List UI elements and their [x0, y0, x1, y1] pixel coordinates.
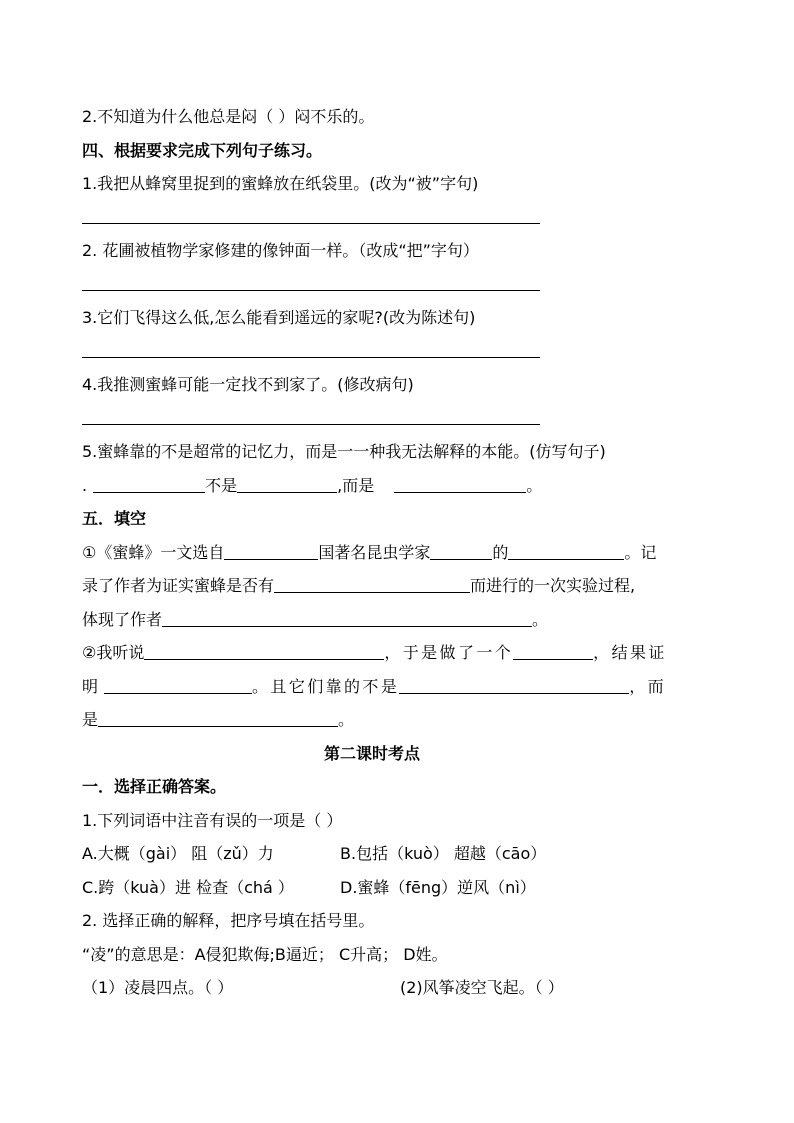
fill-blank[interactable]	[237, 474, 337, 493]
text-segment: ，于是做了一个	[384, 643, 514, 662]
answer-line[interactable]	[82, 268, 722, 302]
text-segment: 。	[526, 475, 543, 495]
fill-paragraph-line	[82, 670, 722, 704]
text-segment: 是	[82, 710, 99, 729]
text-segment: .	[82, 475, 88, 495]
fill-blank[interactable]	[513, 641, 593, 660]
fill-blank[interactable]	[394, 474, 526, 493]
text-segment: ，结果证	[593, 643, 667, 662]
question-item: 5.蜜蜂靠的不是超常的记忆力，而是一一种我无法解释的本能。(仿写句子)	[82, 442, 606, 461]
fill-blank[interactable]	[430, 541, 492, 560]
fill-paragraph-line	[82, 603, 722, 637]
text-segment: 的	[492, 542, 509, 562]
definition-line: “凌”的意思是：A侵犯欺侮;B逼近； C升高； D姓。	[82, 944, 448, 964]
sub-questions-row	[82, 971, 722, 1005]
question-item: 4.我推测蜜蜂可能一定找不到家了。(修改病句)	[82, 375, 414, 394]
options-row	[82, 837, 722, 871]
fill-blank[interactable]	[508, 541, 624, 560]
text-segment: 国著名昆虫学家	[318, 542, 431, 562]
text-segment: ,而是	[337, 475, 375, 495]
option-b[interactable]: B.包括（kuò） 超越（cāo）	[340, 844, 547, 863]
question-item: 3.它们飞得这么低,怎么能看到遥远的家呢?(改为陈述句)	[82, 308, 476, 327]
fill-blank[interactable]	[93, 474, 205, 493]
question-item: 1.我把从蜂窝里捉到的蜜蜂放在纸袋里。(改为“被”字句)	[82, 174, 479, 193]
worksheet-page	[82, 100, 722, 1005]
fill-paragraph-line	[82, 636, 722, 670]
fill-paragraph-line	[82, 569, 722, 603]
section-heading: 四、根据要求完成下列句子练习。	[82, 140, 323, 160]
answer-line[interactable]	[82, 402, 722, 436]
section-heading: 五．填空	[82, 509, 147, 528]
question-item: 1.下列词语中注音有误的一项是（ ）	[82, 810, 343, 830]
question-item: 2.不知道为什么他总是闷（ ）闷不乐的。	[82, 107, 375, 126]
lesson-title: 第二课时考点	[323, 743, 420, 763]
text-segment: ①《蜜蜂》一文选自	[82, 542, 225, 562]
imitation-sentence	[82, 469, 722, 503]
section-heading: 一．选择正确答案。	[82, 777, 227, 796]
answer-line[interactable]	[82, 335, 722, 369]
sub-question: （1）凌晨四点。（ ）	[82, 978, 234, 997]
fill-blank[interactable]	[104, 675, 252, 694]
fill-paragraph-line	[82, 703, 722, 737]
text-segment: ②我听说	[82, 643, 145, 662]
text-segment: 。且它们靠的不是	[252, 676, 400, 696]
text-segment: 。记	[624, 542, 657, 562]
text-segment: 明	[82, 676, 99, 696]
text-segment: 不是	[205, 475, 238, 495]
fill-paragraph-line	[82, 536, 722, 570]
text-segment: 而进行的一次实验过程,	[470, 576, 636, 595]
option-d[interactable]: D.蜜蜂（fēng）逆风（nì）	[340, 877, 536, 897]
fill-blank[interactable]	[98, 708, 338, 727]
option-c[interactable]: C.跨（kuà）进 检查（chá ）	[82, 877, 294, 897]
question-item: 2. 花圃被植物学家修建的像钟面一样。（改成“把”字句）	[82, 241, 479, 260]
option-a[interactable]: A.大概（gài） 阻（zǔ）力	[82, 844, 274, 863]
fill-blank[interactable]	[162, 608, 532, 627]
options-row	[82, 871, 722, 905]
sub-question: (2)风筝凌空飞起。（ ）	[400, 978, 564, 997]
fill-blank[interactable]	[274, 574, 470, 593]
text-segment: 。	[338, 710, 355, 729]
fill-blank[interactable]	[224, 541, 318, 560]
fill-blank[interactable]	[144, 641, 384, 660]
text-segment: 。	[532, 609, 549, 629]
text-segment: ，而	[629, 676, 667, 696]
answer-line[interactable]	[82, 201, 722, 235]
text-segment: 体现了作者	[82, 609, 163, 629]
text-segment: 录了作者为证实蜜蜂是否有	[82, 576, 275, 595]
fill-blank[interactable]	[399, 675, 629, 694]
question-item: 2. 选择正确的解释，把序号填在括号里。	[82, 911, 375, 930]
